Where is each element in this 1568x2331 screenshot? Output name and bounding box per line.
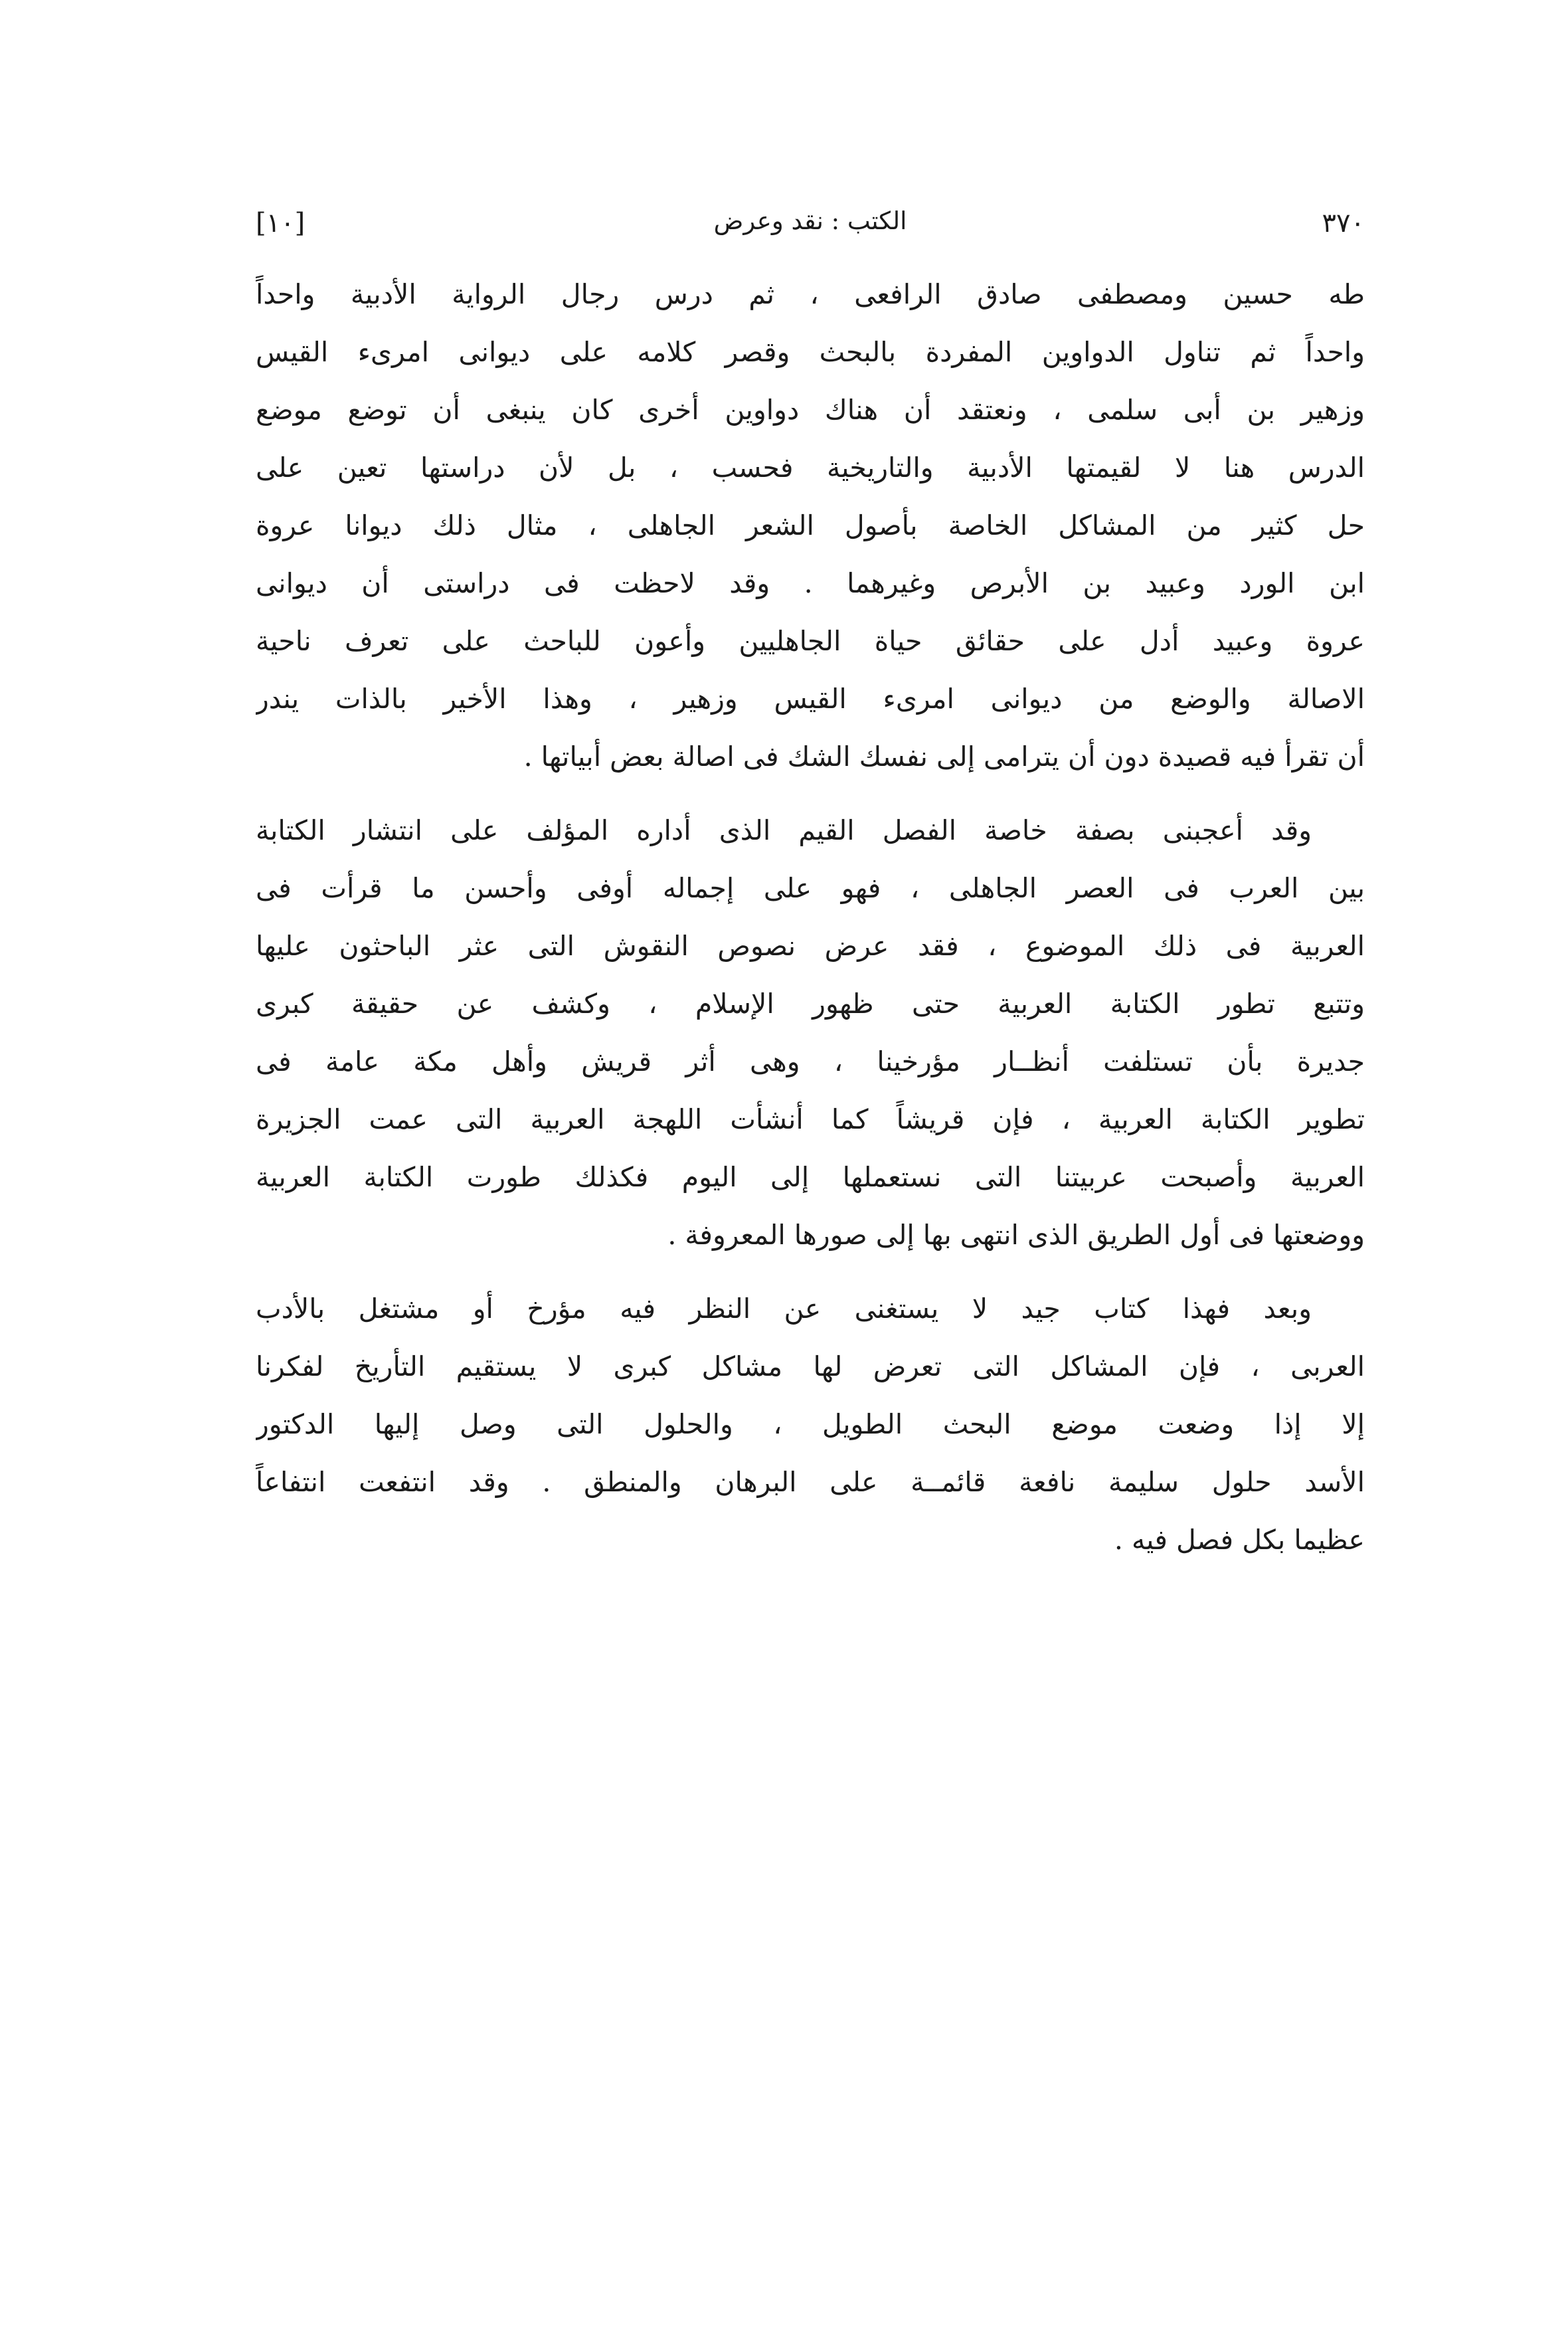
text-line: وبعد فهذا كتاب جيد لا يستغنى عن النظر فيه مؤرخ أو مشتغل بالأدب: [256, 1293, 1312, 1325]
text-line: عظيما بكل فصل فيه .: [1114, 1524, 1365, 1556]
page-header: [256, 203, 1365, 249]
text-line: الأسد حلول سليمة نافعة قائمــة على البرهان والمنطق . وقد انتفعت انتفاعاً: [256, 1466, 1365, 1498]
paragraph-3: [256, 1280, 1365, 1569]
text-line: حل كثير من المشاكل الخاصة بأصول الشعر الجاهلى ، مثال ذلك ديوانا عروة: [256, 510, 1365, 541]
text-line: ابن الورد وعبيد بن الأبرص وغيرهما . وقد لاحظت فى دراستى أن ديوانى: [256, 567, 1365, 599]
text-line: العربية فى ذلك الموضوع ، فقد عرض نصوص النقوش التى عثر الباحثون عليها: [256, 930, 1365, 962]
paragraph-1: [256, 266, 1365, 786]
paragraph-2: [256, 802, 1365, 1264]
text-line: جديرة بأن تستلفت أنظــار مؤرخينا ، وهى أثر قريش وأهل مكة عامة فى: [256, 1046, 1365, 1077]
running-title: الكتب : نقد وعرض: [713, 207, 907, 235]
body-text: [256, 266, 1365, 1569]
text-line: واحداً ثم تناول الدواوين المفردة بالبحث وقصر كلامه على ديوانى امرىء القيس: [256, 336, 1365, 368]
text-line: الاصالة والوضع من ديوانى امرىء القيس وزهير ، وهذا الأخير بالذات يندر: [256, 683, 1365, 715]
text-line: وزهير بن أبى سلمى ، ونعتقد أن هناك دواوين أخرى كان ينبغى أن توضع موضع: [256, 394, 1365, 426]
text-line: بين العرب فى العصر الجاهلى ، فهو على إجماله أوفى وأحسن ما قرأت فى: [256, 872, 1365, 904]
text-line: العربى ، فإن المشاكل التى تعرض لها مشاكل كبرى لا يستقيم التأريخ لفكرنا: [256, 1351, 1365, 1382]
text-line: وقد أعجبنى بصفة خاصة الفصل القيم الذى أداره المؤلف على انتشار الكتابة: [256, 814, 1312, 846]
text-line: ووضعتها فى أول الطريق الذى انتهى بها إلى صورها المعروفة .: [667, 1219, 1365, 1251]
text-line: العربية وأصبحت عربيتنا التى نستعملها إلى اليوم فكذلك طورت الكتابة العربية: [256, 1161, 1365, 1193]
text-line: طه حسين ومصطفى صادق الرافعى ، ثم درس رجال الرواية الأدبية واحداً: [256, 278, 1365, 310]
text-line: وتتبع تطور الكتابة العربية حتى ظهور الإسلام ، وكشف عن حقيقة كبرى: [256, 988, 1365, 1020]
text-line: تطوير الكتابة العربية ، فإن قريشاً كما أنشأت اللهجة العربية التى عمت الجزيرة: [256, 1103, 1365, 1135]
text-line: عروة وعبيد أدل على حقائق حياة الجاهليين وأعون للباحث على تعرف ناحية: [256, 625, 1365, 657]
section-marker: [١٠]: [256, 208, 305, 238]
text-line: الدرس هنا لا لقيمتها الأدبية والتاريخية فحسب ، بل لأن دراستها تعين على: [256, 452, 1365, 484]
book-page: [256, 203, 1365, 1585]
text-line: إلا إذا وضعت موضع البحث الطويل ، والحلول التى وصل إليها الدكتور: [256, 1408, 1365, 1440]
page-number: ٣٧٠: [1322, 208, 1365, 238]
text-line: أن تقرأ فيه قصيدة دون أن يترامى إلى نفسك الشك فى اصالة بعض أبياتها .: [523, 741, 1365, 773]
